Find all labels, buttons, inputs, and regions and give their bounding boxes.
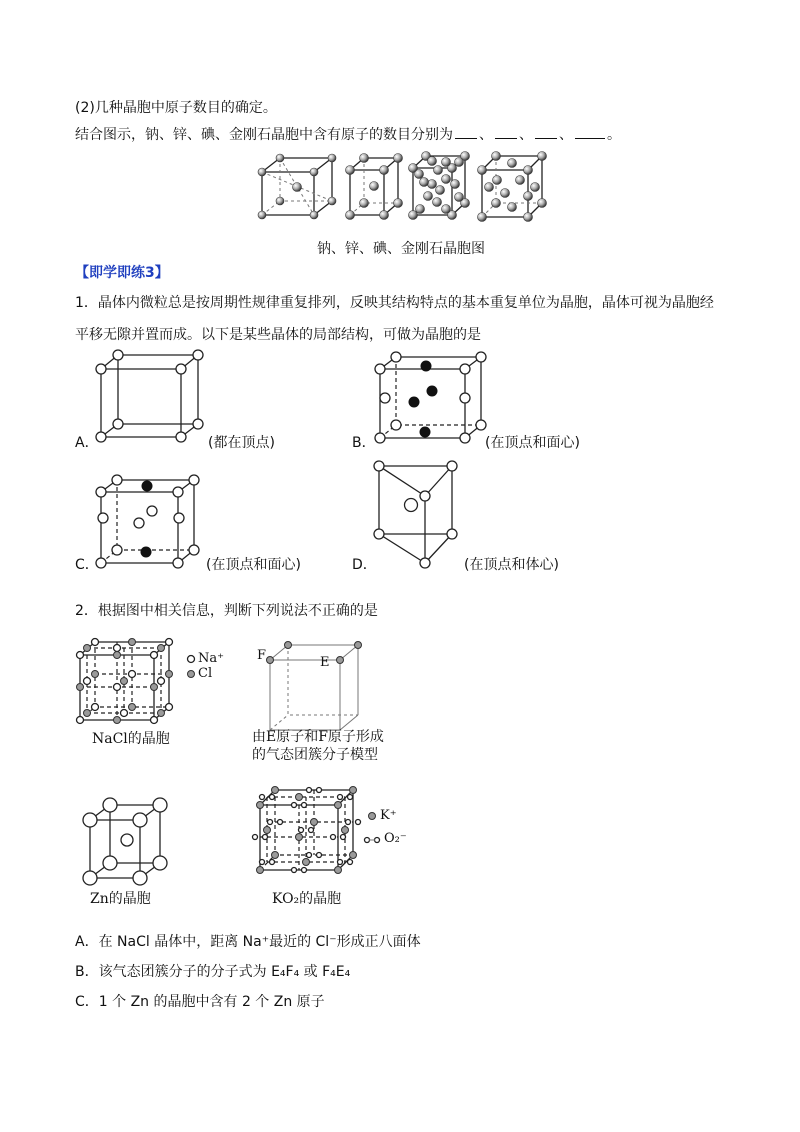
ef-caption-line2: 的气态团簇分子模型 xyxy=(252,747,378,763)
option-d-label: D． xyxy=(352,557,377,573)
diamond-cell-figure xyxy=(478,152,547,222)
q1-line2: 平移无隙并置而成。以下是某些晶体的局部结构，可做为晶胞的是 xyxy=(75,327,481,343)
option-a[interactable] xyxy=(75,432,99,452)
zn-cell-figure xyxy=(83,798,167,885)
part2-heading: (2)几种晶胞中原子数目的确定。 xyxy=(75,100,277,116)
legend-k: K⁺ xyxy=(380,808,397,823)
iodine-cell-figure xyxy=(409,152,470,220)
q2-option-b[interactable] xyxy=(75,961,350,981)
ko2-caption: KO₂的晶胞 xyxy=(272,891,342,907)
ko2-cell-figure xyxy=(253,787,380,874)
option-c[interactable] xyxy=(75,554,99,574)
q2-stem: 2．根据图中相关信息，判断下列说法不正确的是 xyxy=(75,603,378,619)
separator: 、 xyxy=(479,127,493,143)
option-d-prism xyxy=(374,461,457,568)
option-d-note: (在顶点和体心) xyxy=(464,557,559,573)
option-a-label: A． xyxy=(75,435,99,451)
label-f: F xyxy=(257,648,267,663)
option-c-label: C． xyxy=(75,557,99,573)
legend-o2: O₂⁻ xyxy=(384,831,407,846)
period: 。 xyxy=(607,127,621,143)
nacl-caption: NaCl的晶胞 xyxy=(92,731,170,747)
option-d[interactable] xyxy=(352,554,377,574)
q2-option-b-text: B．该气态团簇分子的分子式为 xyxy=(75,964,272,980)
formula-2: F₄E₄ xyxy=(322,964,351,980)
option-b-cube xyxy=(375,352,486,443)
zinc-cell-figure xyxy=(346,154,403,220)
legend-na: Na⁺ xyxy=(198,651,224,666)
section-title: 【即学即练3】 xyxy=(75,265,169,281)
ef-cluster-figure xyxy=(267,642,362,731)
separator: 、 xyxy=(519,127,533,143)
nacl-cell-figure xyxy=(77,639,195,724)
option-a-note: (都在顶点) xyxy=(208,435,275,451)
zn-caption: Zn的晶胞 xyxy=(90,891,151,907)
option-a-cube xyxy=(96,350,203,442)
option-c-cube xyxy=(96,475,199,568)
option-b[interactable] xyxy=(352,432,376,452)
label-e: E xyxy=(320,655,330,670)
option-b-label: B． xyxy=(352,435,376,451)
formula-1: E₄F₄ xyxy=(271,964,300,980)
ef-caption-line1: 由E原子和F原子形成 xyxy=(252,729,384,745)
option-c-note: (在顶点和面心) xyxy=(206,557,301,573)
figure-caption: 钠、锌、碘、金刚石晶胞图 xyxy=(317,241,485,257)
part2-question-text: 结合图示，钠、锌、碘、金刚石晶胞中含有原子的数目分别为 xyxy=(75,127,453,143)
q2-option-c[interactable]: C．1 个 Zn 的晶胞中含有 2 个 Zn 原子 xyxy=(75,994,325,1010)
option-b-note: (在顶点和面心) xyxy=(485,435,580,451)
legend-cl: Cl xyxy=(198,666,213,681)
separator: 、 xyxy=(559,127,573,143)
or-word: 或 xyxy=(299,964,323,980)
q1-line1: 1．晶体内微粒总是按周期性规律重复排列，反映其结构特点的基本重复单位为晶胞，晶体可视为晶胞经 xyxy=(75,295,714,311)
q2-option-a[interactable]: A．在 NaCl 晶体中，距离 Na⁺最近的 Cl⁻形成正八面体 xyxy=(75,934,421,950)
sodium-cell-figure xyxy=(258,154,336,219)
